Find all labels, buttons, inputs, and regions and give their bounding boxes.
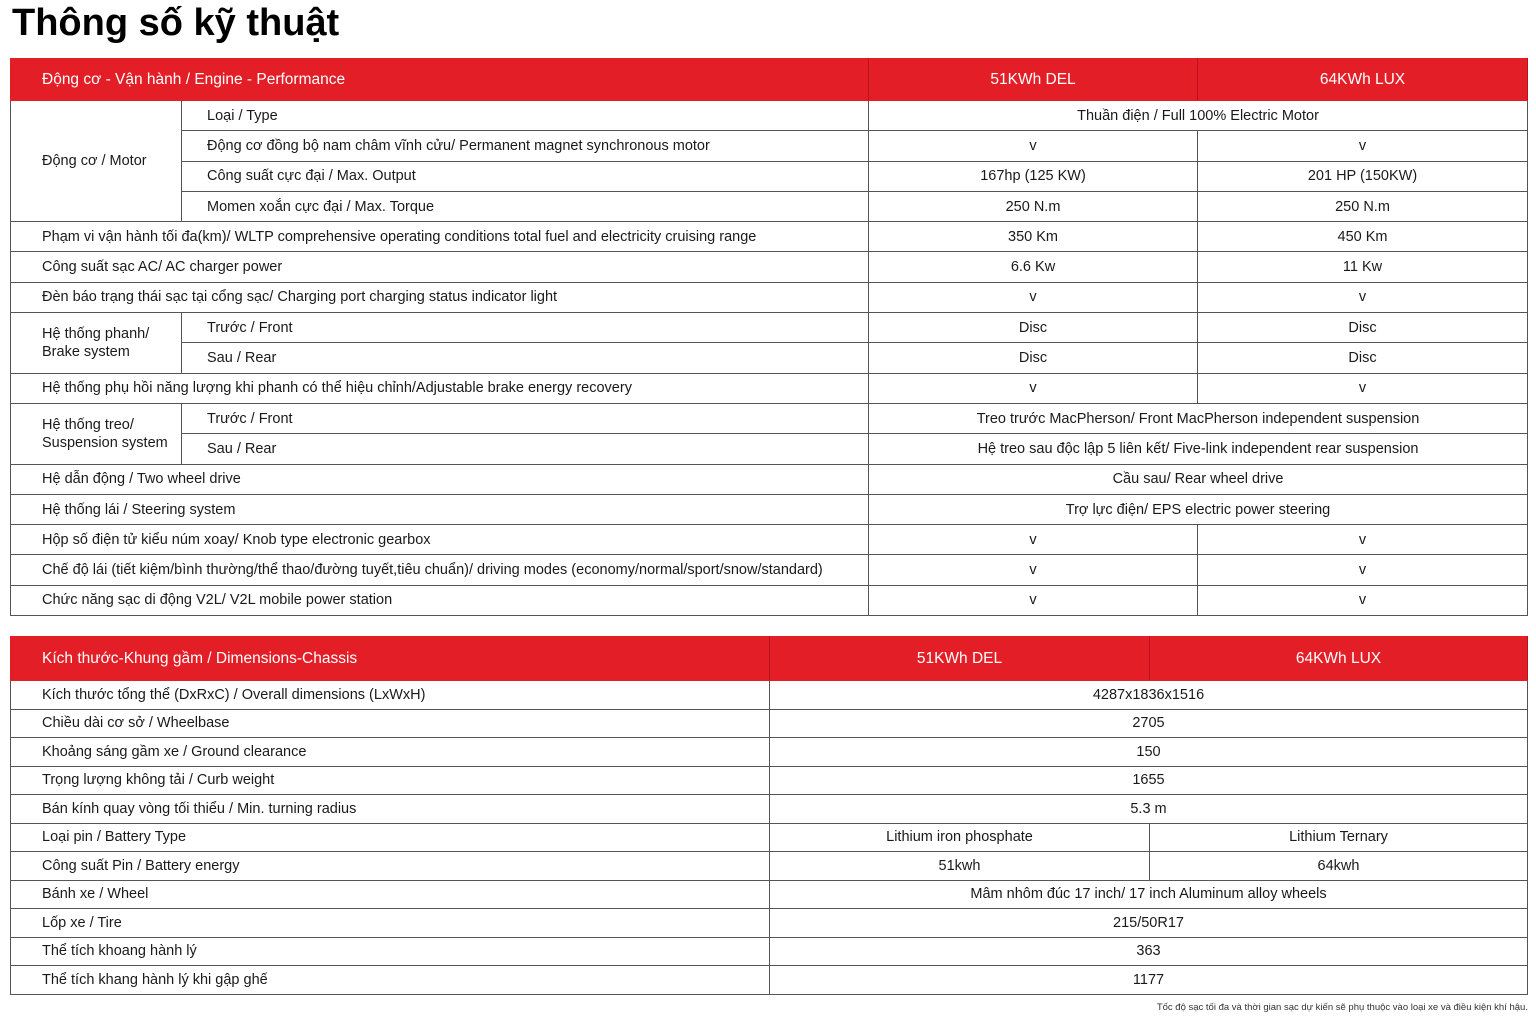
dimensions-chassis-table <box>10 636 1528 995</box>
table-row <box>11 738 1528 767</box>
suspension-rear-value: Hệ treo sau độc lập 5 liên kết/ Five-link independent rear suspension <box>869 434 1528 464</box>
ground-clearance-label: Khoảng sáng gầm xe / Ground clearance <box>11 738 770 767</box>
wheel-value: Mâm nhôm đúc 17 inch/ 17 inch Aluminum alloy wheels <box>770 880 1528 909</box>
table-row <box>11 131 1528 161</box>
ac-charger-label: Công suất sạc AC/ AC charger power <box>11 252 869 282</box>
table-row <box>11 795 1528 824</box>
table-row <box>11 313 1528 343</box>
col-header-64kwh-lux: 64KWh LUX <box>1150 637 1528 681</box>
brake-front-lux-value: Disc <box>1198 313 1528 343</box>
col-header-51kwh-del: 51KWh DEL <box>869 59 1198 101</box>
table-row <box>11 191 1528 221</box>
brake-group-line1: Hệ thống phanh/ <box>42 325 150 342</box>
v2l-label: Chức năng sạc di động V2L/ V2L mobile power station <box>11 585 869 615</box>
range-lux-value: 450 Km <box>1198 222 1528 252</box>
driving-modes-del-value: v <box>869 555 1198 585</box>
motor-type-label: Loại / Type <box>182 101 869 131</box>
suspension-group-label <box>11 403 182 464</box>
ac-charger-del-value: 6.6 Kw <box>869 252 1198 282</box>
drive-value: Cầu sau/ Rear wheel drive <box>869 464 1528 494</box>
max-torque-lux-value: 250 N.m <box>1198 191 1528 221</box>
engine-section-title: Động cơ - Vận hành / Engine - Performance <box>11 59 869 101</box>
pmsm-del-value: v <box>869 131 1198 161</box>
port-light-label: Đèn báo trạng thái sạc tại cổng sạc/ Charging port charging status indicator light <box>11 282 869 312</box>
port-light-del-value: v <box>869 282 1198 312</box>
col-header-64kwh-lux: 64KWh LUX <box>1198 59 1528 101</box>
ac-charger-lux-value: 11 Kw <box>1198 252 1528 282</box>
table-row <box>11 252 1528 282</box>
pmsm-lux-value: v <box>1198 131 1528 161</box>
turning-radius-label: Bán kính quay vòng tối thiểu / Min. turning radius <box>11 795 770 824</box>
range-label: Phạm vi vận hành tối đa(km)/ WLTP comprehensive operating conditions total fuel and electricity cruising range <box>11 222 869 252</box>
table-row <box>11 555 1528 585</box>
table-row <box>11 937 1528 966</box>
regen-lux-value: v <box>1198 373 1528 403</box>
wheelbase-value: 2705 <box>770 709 1528 738</box>
table-row <box>11 880 1528 909</box>
battery-type-lux-value: Lithium Ternary <box>1150 823 1528 852</box>
turning-radius-value: 5.3 m <box>770 795 1528 824</box>
max-torque-label: Momen xoắn cực đại / Max. Torque <box>182 191 869 221</box>
table-row <box>11 966 1528 995</box>
motor-type-value: Thuần điện / Full 100% Electric Motor <box>869 101 1528 131</box>
col-header-51kwh-del: 51KWh DEL <box>770 637 1150 681</box>
table-row <box>11 852 1528 881</box>
max-output-label: Công suất cực đại / Max. Output <box>182 161 869 191</box>
battery-energy-lux-value: 64kwh <box>1150 852 1528 881</box>
wheel-label: Bánh xe / Wheel <box>11 880 770 909</box>
table-row <box>11 101 1528 131</box>
range-del-value: 350 Km <box>869 222 1198 252</box>
table-row <box>11 222 1528 252</box>
luggage-label: Thể tích khoang hành lý <box>11 937 770 966</box>
max-output-lux-value: 201 HP (150KW) <box>1198 161 1528 191</box>
luggage-value: 363 <box>770 937 1528 966</box>
dimensions-section-title: Kích thước-Khung gầm / Dimensions-Chassis <box>11 637 770 681</box>
table-row <box>11 709 1528 738</box>
tire-label: Lốp xe / Tire <box>11 909 770 938</box>
port-light-lux-value: v <box>1198 282 1528 312</box>
overall-dimensions-value: 4287x1836x1516 <box>770 681 1528 710</box>
table-row <box>11 282 1528 312</box>
gearbox-lux-value: v <box>1198 525 1528 555</box>
table-row <box>11 373 1528 403</box>
max-torque-del-value: 250 N.m <box>869 191 1198 221</box>
motor-group-label: Động cơ / Motor <box>11 101 182 222</box>
table-row <box>11 585 1528 615</box>
wheelbase-label: Chiều dài cơ sở / Wheelbase <box>11 709 770 738</box>
table-row <box>11 909 1528 938</box>
ground-clearance-value: 150 <box>770 738 1528 767</box>
table-row <box>11 823 1528 852</box>
battery-energy-del-value: 51kwh <box>770 852 1150 881</box>
regen-del-value: v <box>869 373 1198 403</box>
driving-modes-lux-value: v <box>1198 555 1528 585</box>
table-row <box>11 403 1528 433</box>
gearbox-label: Hộp số điện tử kiểu núm xoay/ Knob type electronic gearbox <box>11 525 869 555</box>
brake-group-label <box>11 313 182 374</box>
table-row <box>11 464 1528 494</box>
drive-label: Hệ dẫn động / Two wheel drive <box>11 464 869 494</box>
battery-type-label: Loại pin / Battery Type <box>11 823 770 852</box>
v2l-lux-value: v <box>1198 585 1528 615</box>
regen-label: Hệ thống phụ hồi năng lượng khi phanh có thể hiệu chỉnh/Adjustable brake energy recovery <box>11 373 869 403</box>
steering-label: Hệ thống lái / Steering system <box>11 494 869 524</box>
table-row <box>11 766 1528 795</box>
brake-front-del-value: Disc <box>869 313 1198 343</box>
battery-energy-label: Công suất Pin / Battery energy <box>11 852 770 881</box>
page-title: Thông số kỹ thuật <box>12 2 340 44</box>
suspension-rear-label: Sau / Rear <box>182 434 869 464</box>
brake-front-label: Trước / Front <box>182 313 869 343</box>
table-row <box>11 161 1528 191</box>
engine-header-row <box>11 59 1528 101</box>
luggage-folded-label: Thể tích khang hành lý khi gập ghế <box>11 966 770 995</box>
brake-group-line2: Brake system <box>42 343 130 360</box>
brake-rear-del-value: Disc <box>869 343 1198 373</box>
steering-value: Trợ lực điện/ EPS electric power steering <box>869 494 1528 524</box>
table-row <box>11 434 1528 464</box>
luggage-folded-value: 1177 <box>770 966 1528 995</box>
footnote: Tốc độ sạc tối đa và thời gian sạc dự kiến sẽ phụ thuộc vào loại xe và điều kiện khí hậu. <box>1156 1002 1528 1013</box>
driving-modes-label: Chế độ lái (tiết kiệm/bình thường/thể thao/đường tuyết,tiêu chuẩn)/ driving modes (economy/normal/sport/snow/standard) <box>11 555 869 585</box>
suspension-front-label: Trước / Front <box>182 403 869 433</box>
brake-rear-lux-value: Disc <box>1198 343 1528 373</box>
curb-weight-label: Trọng lượng không tải / Curb weight <box>11 766 770 795</box>
table-row <box>11 494 1528 524</box>
dimensions-header-row <box>11 637 1528 681</box>
table-row <box>11 343 1528 373</box>
max-output-del-value: 167hp (125 KW) <box>869 161 1198 191</box>
brake-rear-label: Sau / Rear <box>182 343 869 373</box>
battery-type-del-value: Lithium iron phosphate <box>770 823 1150 852</box>
table-row <box>11 525 1528 555</box>
table-row <box>11 681 1528 710</box>
suspension-group-line2: Suspension system <box>42 434 168 451</box>
engine-performance-table <box>10 58 1528 616</box>
pmsm-label: Động cơ đồng bộ nam châm vĩnh cửu/ Permanent magnet synchronous motor <box>182 131 869 161</box>
gearbox-del-value: v <box>869 525 1198 555</box>
suspension-group-line1: Hệ thống treo/ <box>42 416 134 433</box>
suspension-front-value: Treo trước MacPherson/ Front MacPherson independent suspension <box>869 403 1528 433</box>
overall-dimensions-label: Kích thước tổng thể (DxRxC) / Overall dimensions (LxWxH) <box>11 681 770 710</box>
v2l-del-value: v <box>869 585 1198 615</box>
curb-weight-value: 1655 <box>770 766 1528 795</box>
tire-value: 215/50R17 <box>770 909 1528 938</box>
